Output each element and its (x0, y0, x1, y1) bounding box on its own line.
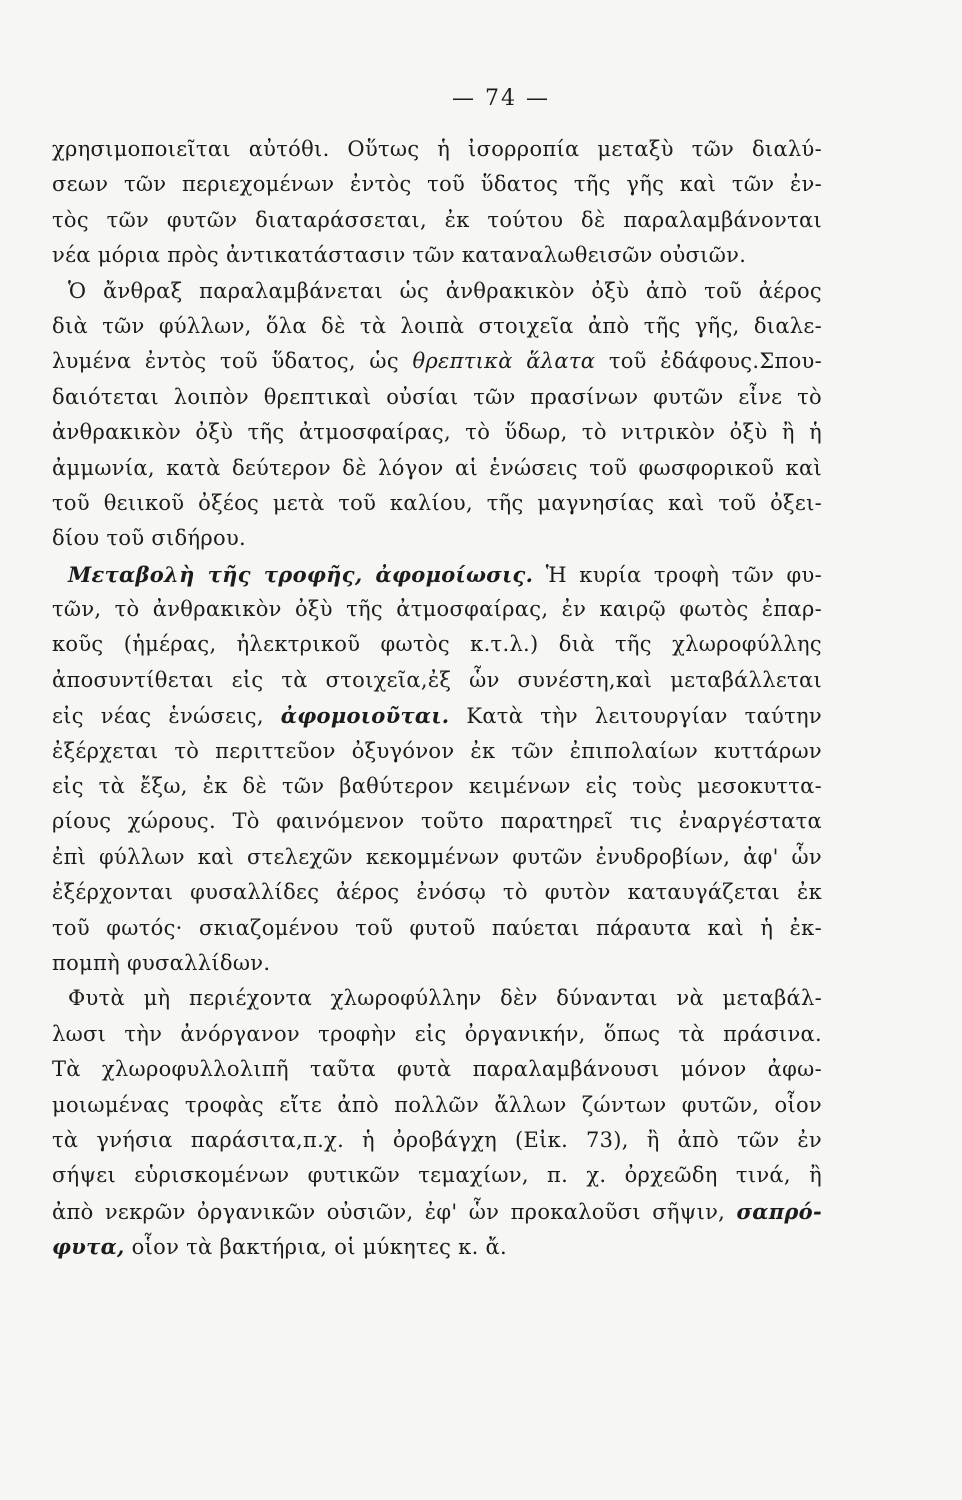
text-line (52, 734, 822, 769)
text-line (52, 415, 822, 450)
text-run: ἀμμωνία, κατὰ δεύτερον δὲ λόγον αἱ ἑνώσεις τοῦ φωσφορικοῦ καὶ (52, 455, 822, 480)
text-run: Ἡ κυρία τροφὴ τῶν φυ- (533, 562, 822, 587)
text-run: δαιότεται λοιπὸν θρεπτικαὶ οὐσίαι τῶν πρασίνων φυτῶν εἶνε τὸ (52, 384, 822, 409)
text-run: τὰ γνήσια παράσιτα,π.χ. ἡ ὀροβάγχη (Εἰκ. 73), ἢ ἀπὸ τῶν ἐν (52, 1127, 822, 1152)
text-line (52, 521, 822, 556)
text-run: ἐπὶ φύλλων καὶ στελεχῶν κεκομμένων φυτῶν ἐνυδροβίων, ἀφ' ὧν (52, 844, 822, 869)
text-run: Κατὰ τὴν λειτουργίαν ταύτην (449, 704, 822, 729)
emphasis-text: σαπρό- (736, 1198, 822, 1224)
text-line (52, 1017, 822, 1052)
text-run: ἀνθρακικὸν ὀξὺ τῆς ἀτμοσφαίρας, τὸ ὕδωρ, τὸ νιτρικὸν ὀξὺ ἢ ἡ (52, 420, 822, 445)
text-line (52, 1052, 822, 1087)
text-run: ἐξέρχεται τὸ περιττεῦον ὀξυγόνον ἐκ τῶν ἐπιπολαίων κυττάρων (52, 738, 822, 763)
text-line (52, 380, 822, 415)
text-run: ἐξέρχονται φυσαλλίδες ἀέρος ἐνόσῳ τὸ φυτὸν καταυγάζεται ἐκ (52, 880, 822, 905)
text-run: ρίους χώρους. Τὸ φαινόμενον τοῦτο παρατηρεῖ τις ἐναργέστατα (52, 809, 822, 834)
text-run: λωσι τὴν ἀνόργανον τροφὴν εἰς ὀργανικήν, ὅπως τὰ πράσινα. (52, 1021, 822, 1046)
emphasis-text: θρεπτικὰ ἅλατα (412, 349, 596, 374)
text-run: ἀπὸ νεκρῶν ὀργανικῶν οὐσιῶν, ἐφ' ὧν προκαλοῦσι σῆψιν, (52, 1199, 737, 1224)
text-line (52, 309, 822, 344)
paragraph (52, 274, 822, 557)
text-run: κοῦς (ἡμέρας, ἠλεκτρικοῦ φωτὸς κ.τ.λ.) διὰ τῆς χλωροφύλλης (52, 632, 822, 657)
text-line (52, 946, 822, 981)
emphasis-text: ἀφομοιοῦται. (280, 703, 450, 729)
text-run: εἰς νέας ἑνώσεις, (52, 704, 281, 729)
text-run: τοῦ φωτός· σκιαζομένου τοῦ φυτοῦ παύεται πάραυτα καὶ ἡ ἐκ- (52, 915, 822, 940)
text-run: τοῦ ἐδάφους.Σπου- (595, 349, 822, 374)
text-line (52, 451, 822, 486)
text-run: τῶν, τὸ ἀνθρακικὸν ὀξὺ τῆς ἀτμοσφαίρας, ἐν καιρῷ φωτὸς ἐπαρ- (52, 597, 822, 622)
text-line (52, 203, 822, 238)
text-run: μοιωμένας τροφὰς εἴτε ἀπὸ πολλῶν ἄλλων ζώντων φυτῶν, οἷον (52, 1092, 822, 1117)
text-line (52, 911, 822, 946)
text-line (52, 1229, 822, 1264)
text-line (52, 804, 822, 839)
text-run: χρησιμοποιεῖται αὐτόθι. Οὕτως ἡ ἰσορροπία μεταξὺ τῶν διαλύ- (52, 137, 822, 161)
paragraph (52, 132, 822, 274)
text-run: Ὁ ἄνθραξ παραλαμβάνεται ὡς ἀνθρακικὸν ὀξὺ ἀπὸ τοῦ ἀέρος (68, 278, 822, 303)
text-line (52, 663, 822, 698)
text-run: Τὰ χλωροφυλλολιπῆ ταῦτα φυτὰ παραλαμβάνουσι μόνον ἀφω- (52, 1057, 822, 1082)
emphasis-text: φυτα, (52, 1234, 125, 1260)
text-line (52, 1158, 822, 1193)
text-line (52, 627, 822, 662)
text-line (52, 344, 822, 379)
text-line (52, 698, 822, 733)
text-run: Φυτὰ μὴ περιέχοντα χλωροφύλλην δὲν δύνανται νὰ μεταβάλ- (68, 986, 822, 1011)
text-run: διὰ τῶν φύλλων, ὅλα δὲ τὰ λοιπὰ στοιχεῖα ἀπὸ τῆς γῆς, διαλε- (52, 313, 822, 338)
text-run: σεων τῶν περιεχομένων ἐντὸς τοῦ ὕδατος τῆς γῆς καὶ τῶν ἐν- (52, 172, 822, 197)
text-line (52, 1088, 822, 1123)
text-line (52, 592, 822, 627)
text-line (52, 1194, 822, 1229)
emphasis-text: Μεταβολὴ τῆς τροφῆς, ἀφομοίωσις. (68, 561, 534, 587)
text-line (52, 1123, 822, 1158)
text-line (52, 840, 822, 875)
text-run: τοῦ θειικοῦ ὀξέος μετὰ τοῦ καλίου, τῆς μαγνησίας καὶ τοῦ ὀξει- (52, 490, 822, 515)
text-line (52, 486, 822, 521)
text-run: εἰς τὰ ἔξω, ἐκ δὲ τῶν βαθύτερον κειμένων εἰς τοὺς μεσοκυττα- (52, 774, 822, 799)
text-line (52, 769, 822, 804)
paragraph (52, 981, 822, 1264)
text-line (52, 557, 822, 592)
text-run: νέα μόρια πρὸς ἀντικατάστασιν τῶν καταναλωθεισῶν οὐσιῶν. (52, 243, 747, 268)
page-number: — 74 — (452, 86, 550, 111)
text-run: ἀποσυντίθεται εἰς τὰ στοιχεῖα,ἐξ ὧν συνέστη,καὶ μεταβάλλεται (52, 667, 822, 692)
text-run: τὸς τῶν φυτῶν διαταράσσεται, ἐκ τούτου δὲ παραλαμβάνονται (52, 207, 822, 232)
text-line (52, 132, 822, 167)
text-run: δίου τοῦ σιδήρου. (52, 526, 246, 551)
text-run: σήψει εὑρισκομένων φυτικῶν τεμαχίων, π. χ. ὀρχεῶδη τινά, ἢ (52, 1163, 822, 1188)
body-text (52, 132, 822, 1265)
paragraph (52, 557, 822, 982)
text-line (52, 981, 822, 1016)
text-run: πομπὴ φυσαλλίδων. (52, 950, 271, 975)
text-run: οἷον τὰ βακτήρια, οἱ μύκητες κ. ἄ. (124, 1235, 507, 1260)
text-run: λυμένα ἐντὸς τοῦ ὕδατος, ὡς (52, 349, 413, 374)
text-line (52, 167, 822, 202)
text-line (52, 274, 822, 309)
text-line (52, 875, 822, 910)
text-line (52, 238, 822, 273)
